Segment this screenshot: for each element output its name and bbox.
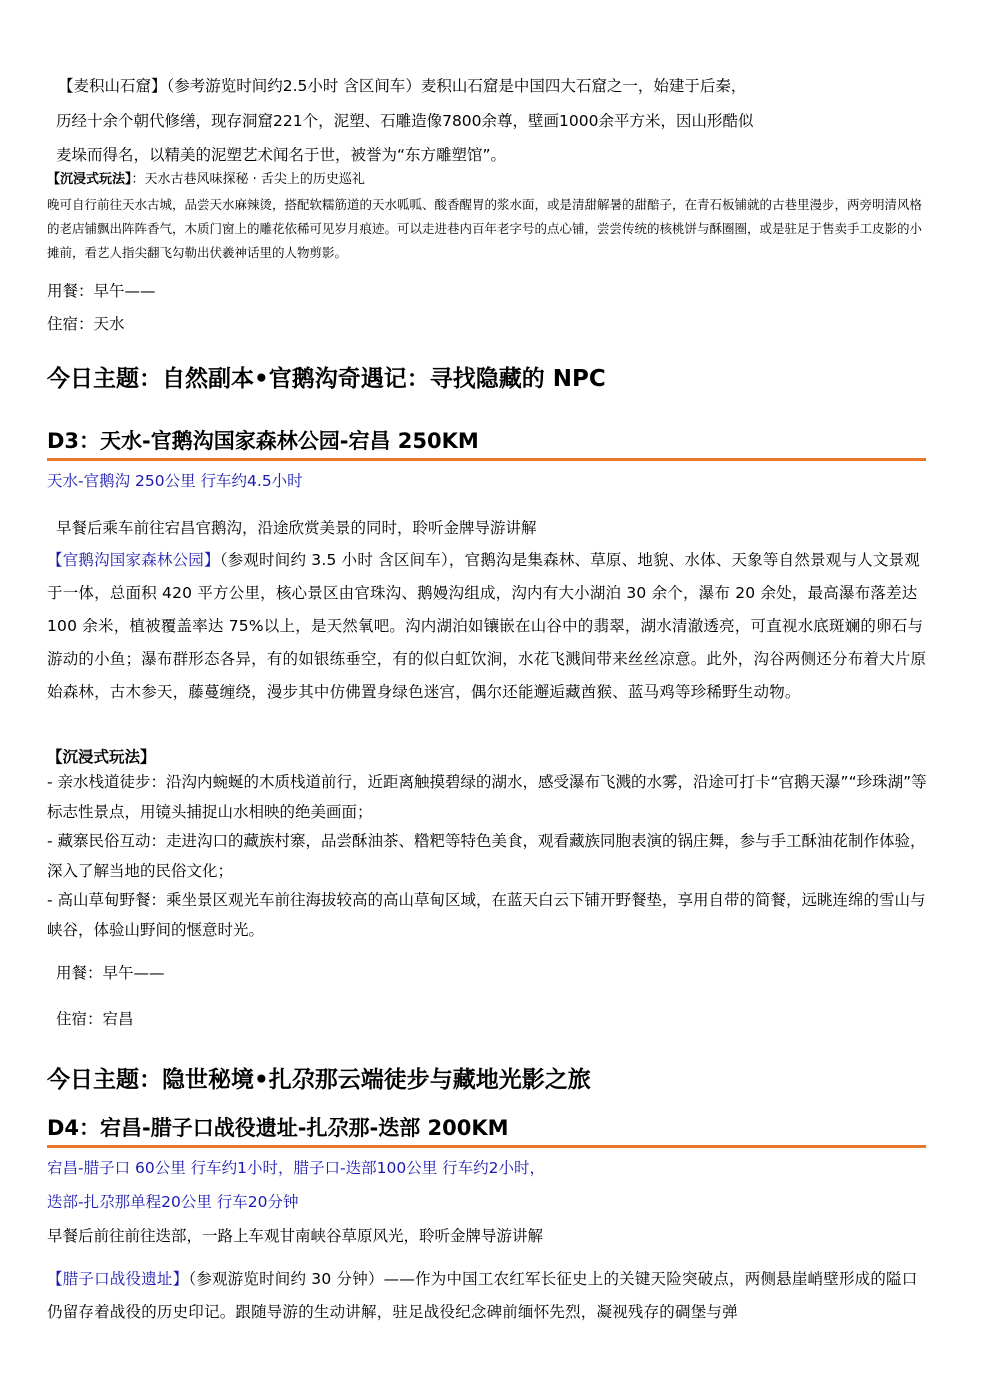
d4-lazikou-paragraph — [47, 1263, 927, 1329]
list-item: - 高山草甸野餐：乘坐景区观光车前往海拔较高的高山草甸区域，在蓝天白云下铺开野餐垫，享用自带的简餐，远眺连绵的雪山与峡谷，体验山野间的惬意时光。 — [47, 891, 926, 939]
d4-route-line-1: 宕昌-腊子口 60公里 行车约1小时，腊子口-迭部100公里 行车约2小时， — [47, 1159, 546, 1177]
d4-theme-title: 今日主题：隐世秘境•扎尕那云端徒步与藏地光影之旅 — [47, 1067, 591, 1093]
d4-route-line-2: 迭部-扎尕那单程20公里 行车20分钟 — [47, 1193, 299, 1211]
d3-intro: 早餐后乘车前往宕昌官鹅沟，沿途欣赏美景的同时，聆听金牌导游讲解 — [56, 519, 537, 537]
d2-immersive-label: 【沉浸式玩法】 — [47, 172, 132, 187]
d3-meals: 用餐：早午—— — [56, 964, 165, 982]
d3-immersive-list — [47, 768, 927, 945]
d2-immersive-subtitle: ：天水古巷风味探秘 · 舌尖上的历史巡礼 — [131, 172, 365, 187]
maiji-title: 【麦积山石窟】 — [58, 77, 167, 95]
maiji-line-2: 历经十余个朝代修缮，现存洞窟221个，泥塑、石雕造像7800余尊，壁画1000余平方米，因山形酷似 — [56, 112, 754, 130]
d4-intro: 早餐后前往前往迭部，一路上车观甘南峡谷草原风光，聆听金牌导游讲解 — [47, 1227, 544, 1245]
d3-park-text: （参观时间约 3.5 小时 含区间车），官鹅沟是集森林、草原、地貌、水体、天象等自然景观与人文景观于一体，总面积 420 平方公里，核心景区由官珠沟、鹅嫚沟组成，沟内有大小湖泊 30 余个，瀑布 20 余处，最高瀑布落差达 100 余米，植被覆盖率达 75%以上，是天然氧吧。沟内湖泊如镶嵌在山谷中的翡翠，湖水清澈透亮，可直视水底斑斓的卵石与游动的小鱼；瀑布群形态各异，有的如银练垂空，有的似白虹饮涧，水花飞溅间带来丝丝凉意。此外，沟谷两侧还分布着大片原始森林，古木参天，藤蔓缠绕，漫步其中仿佛置身绿色迷宫，偶尔还能邂逅藏酋猴、蓝马鸡等珍稀野生动物。 — [47, 551, 927, 701]
d3-park-title: 【官鹅沟国家森林公园】 — [47, 551, 220, 569]
d3-park-paragraph — [47, 544, 927, 709]
maiji-line-1-text: （参考游览时间约2.5小时 含区间车）麦积山石窟是中国四大石窟之一，始建于后秦， — [166, 77, 747, 95]
maiji-line-3: 麦垛而得名，以精美的泥塑艺术闻名于世，被誉为“东方雕塑馆”。 — [56, 146, 507, 164]
list-item: - 亲水栈道徒步：沿沟内蜿蜒的木质栈道前行，近距离触摸碧绿的湖水，感受瀑布飞溅的水雾，沿途可打卡“官鹅天瀑”“珍珠湖”等标志性景点，用镜头捕捉山水相映的绝美画面； — [47, 773, 927, 821]
d4-lazikou-title: 【腊子口战役遗址】 — [47, 1270, 189, 1288]
d3-immersive-label: 【沉浸式玩法】 — [47, 748, 156, 766]
d4-day-heading: D4：宕昌-腊子口战役遗址-扎尕那-迭部 200KM — [47, 1116, 509, 1140]
d3-day-heading: D3：天水-官鹅沟国家森林公园-宕昌 250KM — [47, 429, 479, 453]
d3-route: 天水-官鹅沟 250公里 行车约4.5小时 — [47, 472, 303, 490]
d3-heading-divider — [47, 458, 926, 461]
d3-lodging: 住宿：宕昌 — [56, 1010, 134, 1028]
list-item: - 藏寨民俗互动：走进沟口的藏族村寨，品尝酥油茶、糌粑等特色美食，观看藏族同胞表演的锅庄舞，参与手工酥油花制作体验，深入了解当地的民俗文化； — [47, 832, 926, 880]
d4-heading-divider — [47, 1145, 926, 1148]
d2-lodging: 住宿：天水 — [47, 315, 125, 333]
d2-immersive-heading — [47, 170, 365, 190]
maiji-line-1 — [58, 75, 746, 97]
d2-meals: 用餐：早午—— — [47, 282, 156, 300]
d3-theme-title: 今日主题：自然副本•官鹅沟奇遇记：寻找隐藏的 NPC — [47, 366, 606, 392]
d2-immersive-text: 晚可自行前往天水古城，品尝天水麻辣烫，搭配软糯筋道的天水呱呱、酸香醒胃的浆水面，或是清甜解暑的甜醅子，在青石板铺就的古巷里漫步，两旁明清风格的老店铺飘出阵阵香气，木质门窗上的雕花依稀可见岁月痕迹。可以走进巷内百年老字号的点心铺，尝尝传统的核桃饼与酥圈圈，或是驻足于售卖手工皮影的小摊前，看艺人指尖翻飞勾勒出伏羲神话里的人物剪影。 — [47, 197, 923, 260]
d4-lazikou-text: （参观游览时间约 30 分钟）——作为中国工农红军长征史上的关键天险突破点，两侧悬崖峭壁形成的隘口仍留存着战役的历史印记。跟随导游的生动讲解，驻足战役纪念碑前缅怀先烈，凝视残存的碉堡与弹 — [47, 1270, 918, 1321]
